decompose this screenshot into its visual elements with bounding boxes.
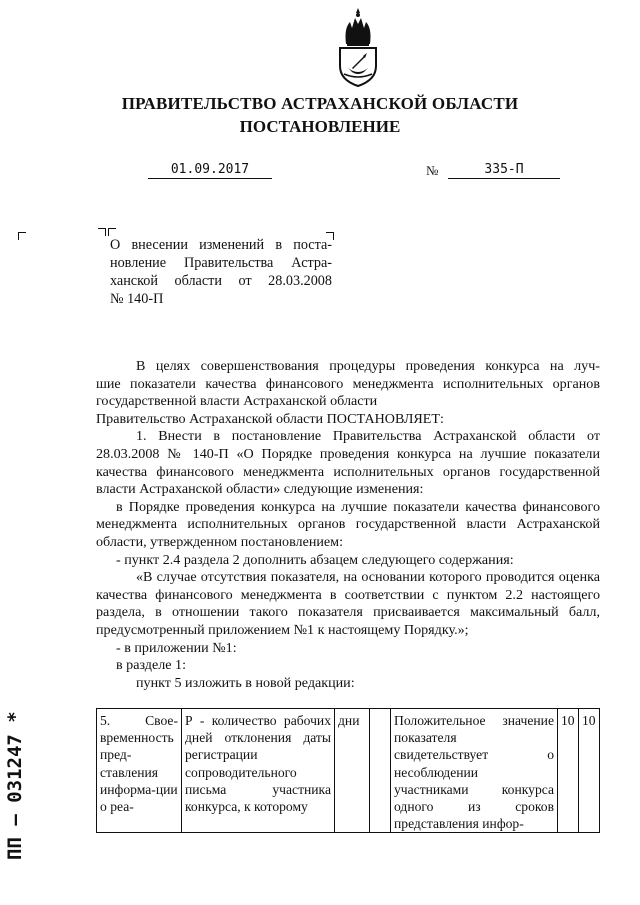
government-name-heading: ПРАВИТЕЛЬСТВО АСТРАХАНСКОЙ ОБЛАСТИ bbox=[121, 94, 519, 113]
body-paragraph: 1. Внести в постановление Правительства Астраханской области от 28.03.2008 № 140-П «О Порядке проведения конкурса на лучшие показатели качества финансового менеджмента исполнительных органов государственной власти Астраханской области» следующие изменения: bbox=[96, 428, 600, 498]
table-cell-max-score: 10 bbox=[579, 709, 600, 833]
body-paragraph: «В случае отсутствия показателя, на основании которого проводится оценка качества финансового менеджмента в соответствии с пунктом 2.2 настоящего раздела, в отношении такого показателя присваивается максимальный балл, предусмотренный приложением №1 к настоящему Порядку.»; bbox=[96, 569, 600, 638]
decree-body bbox=[96, 358, 600, 692]
title-line: О внесении изменений в поста- bbox=[110, 237, 332, 253]
body-paragraph: в разделе 1: bbox=[116, 657, 186, 674]
title-corner-mark-left bbox=[98, 228, 106, 236]
serial-code-text: ПП – 031247 * bbox=[4, 711, 26, 860]
decree-date: 01.09.2017 bbox=[148, 162, 272, 179]
decree-number: 335-П bbox=[448, 162, 560, 179]
body-paragraph: - в приложении №1: bbox=[116, 639, 237, 656]
document-type-heading: ПОСТАНОВЛЕНИЕ bbox=[239, 117, 401, 136]
table-cell-formula: Р - количество рабочих дней отклонения даты регистрации сопроводительного письма участника конкурса, к которому bbox=[182, 709, 335, 833]
title-corner-mark-left-inner bbox=[108, 228, 116, 236]
title-line: новление Правительства Астра- bbox=[110, 255, 332, 271]
table-cell-empty bbox=[370, 709, 391, 833]
indicator-table bbox=[96, 708, 600, 833]
body-paragraph: пункт 5 изложить в новой редакции: bbox=[136, 674, 355, 691]
margin-corner-mark bbox=[18, 232, 26, 240]
table-cell-description: Положительное значение показателя свидетельствует о несоблюдении участниками конкурса одного из сроков представления инфор- bbox=[391, 709, 558, 833]
table-row bbox=[97, 709, 600, 833]
body-paragraph: Правительство Астраханской области ПОСТАНОВЛЯЕТ: bbox=[96, 410, 444, 427]
table-cell-score: 10 bbox=[558, 709, 579, 833]
table-cell-unit: дни bbox=[335, 709, 370, 833]
number-label: № bbox=[426, 163, 439, 178]
coat-of-arms-emblem bbox=[330, 4, 386, 88]
body-paragraph: шие показатели качества финансового менеджмента исполнительных органов государственной власти Астраханской области bbox=[96, 375, 600, 410]
title-line: ханской области от 28.03.2008 bbox=[110, 273, 332, 289]
document-serial-code bbox=[4, 710, 34, 860]
title-line: № 140-П bbox=[110, 291, 164, 307]
decree-title bbox=[110, 236, 332, 308]
body-paragraph: - пункт 2.4 раздела 2 дополнить абзацем следующего содержания: bbox=[116, 551, 514, 568]
table-cell-indicator: 5. Свое-временность пред-ставления информа-ции о реа- bbox=[97, 709, 182, 833]
body-paragraph: В целях совершенствования процедуры проведения конкурса на луч- bbox=[136, 358, 600, 374]
body-paragraph: в Порядке проведения конкурса на лучшие показатели качества финансового менеджмента исполнительных органов государственной власти Астраханской области, утвержденном постановлением: bbox=[96, 498, 600, 550]
